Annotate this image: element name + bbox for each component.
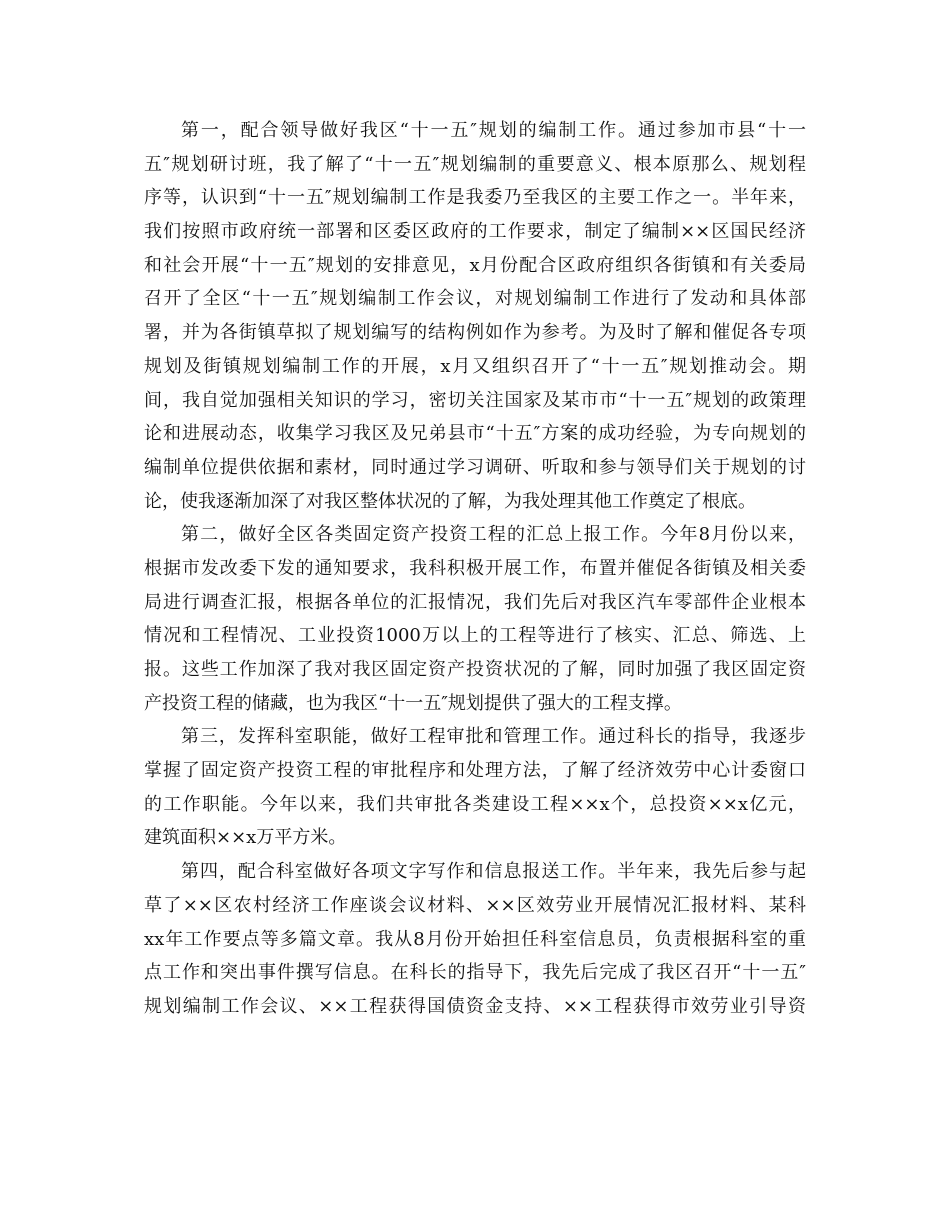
paragraph-2-line-1: 第二，做好全区各类固定资产投资工程的汇总上报工作。今年8月份以来， [181,524,806,546]
paragraph-1-line-6: 召开了全区“十一五″规划编制工作会议，对规划编制工作进行了发动和具体部 [144,288,806,310]
paragraph-1-line-3: 序等，认识到“十一五″规划编制工作是我委乃至我区的主要工作之一。半年来， [144,187,806,209]
paragraph-4-line-5: 规划编制工作会议、××工程获得国债资金支持、××工程获得市效劳业引导资 [144,995,806,1017]
paragraph-3-line-2: 掌握了固定资产投资工程的审批程序和处理方法，了解了经济效劳中心计委窗口 [144,760,806,782]
paragraph-1-line-11: 编制单位提供依据和素材，同时通过学习调研、听取和参与领导们关于规划的讨 [144,456,806,478]
paragraph-2-line-6: 产投资工程的储藏，也为我区“十一五″规划提供了强大的工程支撑。 [144,692,682,714]
paragraph-1-line-5: 和社会开展“十一五″规划的安排意见，x月份配合区政府组织各街镇和有关委局 [144,254,806,276]
paragraph-3-line-3: 的工作职能。今年以来，我们共审批各类建设工程××x个，总投资××x亿元， [144,793,806,815]
paragraph-2-line-4: 情况和工程情况、工业投资1000万以上的工程等进行了核实、汇总、筛选、上 [144,625,806,647]
paragraph-1-line-8: 规划及街镇规划编制工作的开展，x月又组织召开了“十一五″规划推动会。期 [144,355,806,377]
paragraph-4-line-4: 点工作和突出事件撰写信息。在科长的指导下，我先后完成了我区召开“十一五″ [144,962,806,984]
paragraph-2-line-2: 根据市发改委下发的通知要求，我科积极开展工作，布置并催促各街镇及相关委 [144,557,806,579]
paragraph-3-line-4: 建筑面积××x万平方米。 [144,827,347,849]
paragraph-4-line-2: 草了××区农村经济工作座谈会议材料、××区效劳业开展情况汇报材料、某科 [144,894,806,916]
paragraph-4-line-1: 第四，配合科室做好各项文字写作和信息报送工作。半年来，我先后参与起 [181,861,806,883]
paragraph-1-line-7: 署，并为各街镇草拟了规划编写的结构例如作为参考。为及时了解和催促各专项 [144,322,806,344]
paragraph-4-line-3: xx年工作要点等多篇文章。我从8月份开始担任科室信息员，负责根据科室的重 [144,928,806,950]
paragraph-2-line-5: 报。这些工作加深了我对我区固定资产投资状况的了解，同时加强了我区固定资 [144,659,806,680]
paragraph-2-line-3: 局进行调查汇报，根据各单位的汇报情况，我们先后对我区汽车零部件企业根本 [144,591,806,613]
paragraph-1-line-1: 第一，配合领导做好我区“十一五″规划的编制工作。通过参加市县“十一 [181,120,806,141]
paragraph-1-line-9: 间，我自觉加强相关知识的学习，密切关注国家及某市市“十一五″规划的政策理 [144,389,806,411]
paragraph-1-line-12: 论，使我逐渐加深了对我区整体状况的了解，为我处理其他工作奠定了根底。 [144,490,756,512]
document-body [144,114,806,1024]
paragraph-1-line-10: 论和进展动态，收集学习我区及兄弟县市“十五″方案的成功经验，为专向规划的 [144,423,806,445]
paragraph-1-line-2: 五″规划研讨班，我了解了“十一五″规划编制的重要意义、根本原那么、规划程 [144,153,806,175]
paragraph-1-line-4: 我们按照市政府统一部署和区委区政府的工作要求，制定了编制××区国民经济 [144,221,806,243]
paragraph-3-line-1: 第三，发挥科室职能，做好工程审批和管理工作。通过科长的指导，我逐步 [181,726,806,748]
